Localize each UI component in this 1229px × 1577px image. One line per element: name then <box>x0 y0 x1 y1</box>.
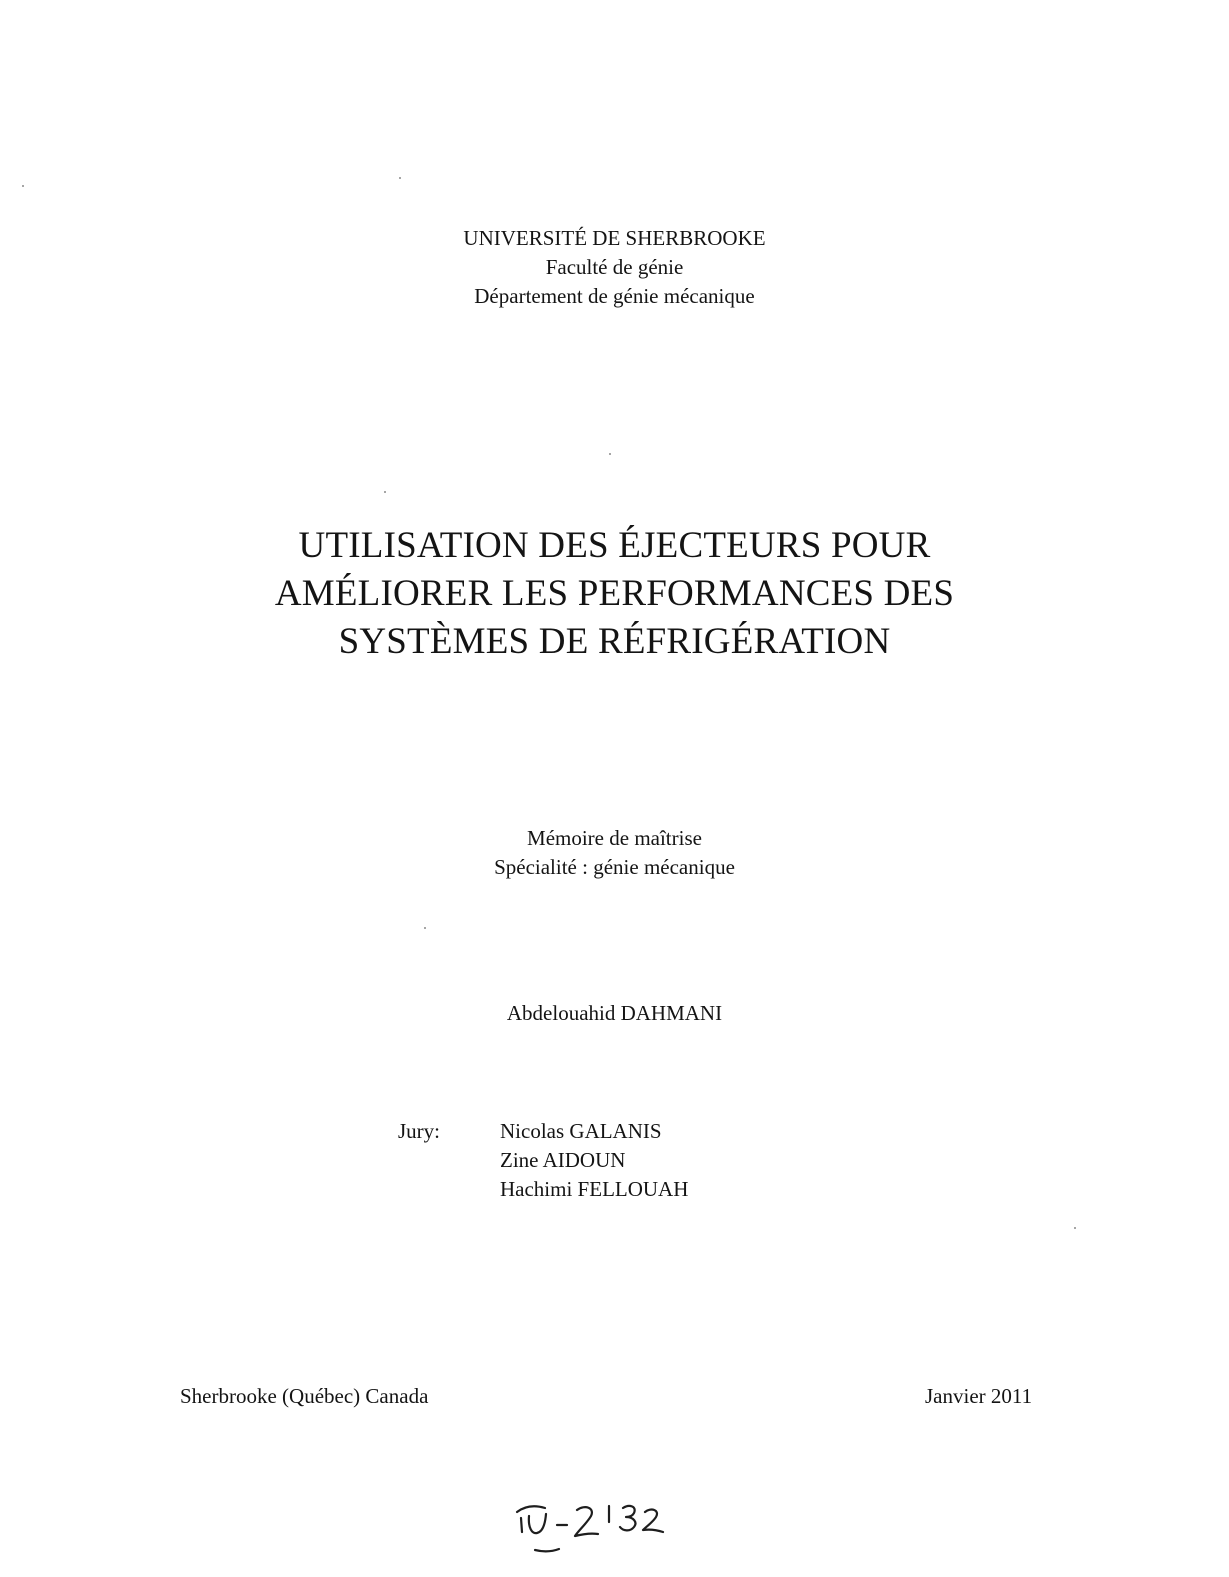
university-name: UNIVERSITÉ DE SHERBROOKE <box>463 226 766 250</box>
author-block <box>0 999 1229 1028</box>
thesis-type <box>0 824 1229 882</box>
handwritten-shelf-mark <box>505 1492 680 1562</box>
scan-speck <box>399 177 401 179</box>
title-line-2: AMÉLIORER LES PERFORMANCES DES <box>274 573 955 614</box>
institution-header <box>0 224 1229 311</box>
scan-speck <box>609 453 611 455</box>
scan-speck <box>1074 1227 1076 1229</box>
department-name: Département de génie mécanique <box>474 284 755 308</box>
title-line-3: SYSTÈMES DE RÉFRIGÉRATION <box>338 621 891 662</box>
scan-speck <box>22 185 24 187</box>
specialty: Spécialité : génie mécanique <box>494 855 735 879</box>
jury-label: Jury: <box>398 1119 440 1143</box>
author-name: Abdelouahid DAHMANI <box>506 1001 723 1025</box>
thesis-title <box>0 522 1229 666</box>
title-line-1: UTILISATION DES ÉJECTEURS POUR <box>298 525 931 566</box>
scan-speck <box>384 491 386 493</box>
jury-list <box>500 1117 688 1204</box>
jury-member: Zine AIDOUN <box>500 1148 626 1172</box>
footer-date: Janvier 2011 <box>925 1384 1033 1408</box>
jury-member: Nicolas GALANIS <box>500 1119 662 1143</box>
scan-speck <box>424 927 426 929</box>
jury-member: Hachimi FELLOUAH <box>500 1177 689 1201</box>
faculty-name: Faculté de génie <box>545 255 684 279</box>
document-type: Mémoire de maîtrise <box>527 826 702 850</box>
footer-location: Sherbrooke (Québec) Canada <box>180 1384 429 1408</box>
